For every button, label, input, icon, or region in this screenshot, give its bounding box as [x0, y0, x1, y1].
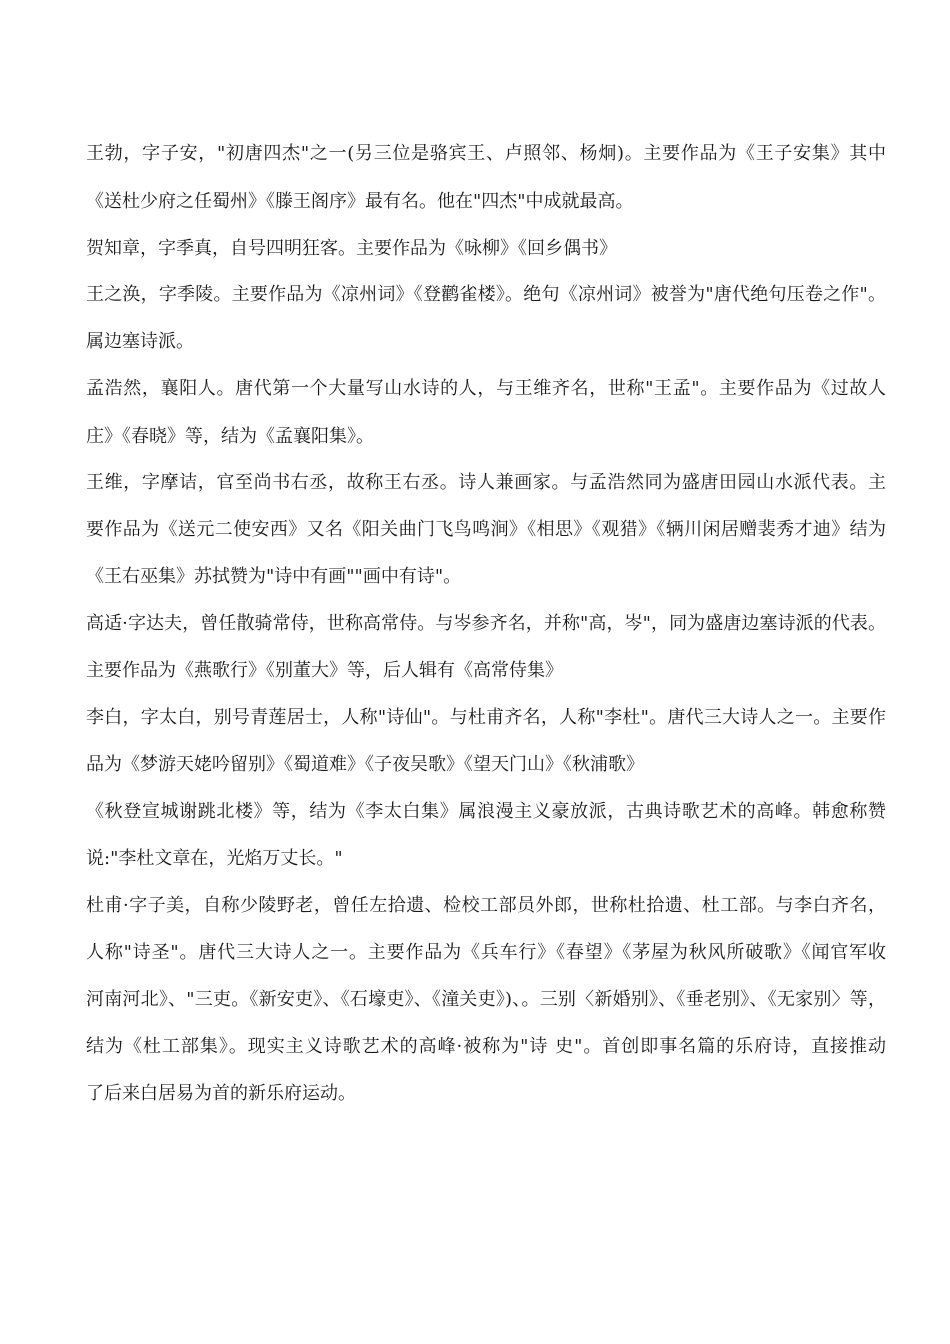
text-line: 王之涣，字季陵。主要作品为《凉州词》《登鹳雀楼》。绝句《凉州词》被誉为"唐代绝句压卷之作"。	[86, 284, 886, 305]
text-line: 杜甫·字子美，自称少陵野老，曾任左拾遗、检校工部员外郎，世称杜拾遗、杜工部。与李白齐名，	[86, 895, 886, 916]
text-line: 《秋登宣城谢跳北楼》等，结为《李太白集》属浪漫主义豪放派，古典诗歌艺术的高峰。韩愈称赞	[86, 801, 886, 822]
text-line: 《王右巫集》苏拭赞为"诗中有画""画中有诗"。	[86, 566, 462, 587]
text-line: 主要作品为《燕歌行》《别董大》等，后人辑有《高常侍集》	[86, 660, 563, 681]
text-line: 王维，字摩诘，官至尚书右丞，故称王右丞。诗人兼画家。与孟浩然同为盛唐田园山水派代表。主	[86, 472, 886, 493]
text-line: 了后来白居易为首的新乐府运动。	[86, 1083, 356, 1104]
text-line: 要作品为《送元二使安西》又名《阳关曲门飞鸟鸣涧》《相思》《观猎》《辆川闲居赠裴秀才迪》结为	[86, 519, 886, 540]
text-line: 结为《杜工部集》。现实主义诗歌艺术的高峰·被称为"诗 史"。首创即事名篇的乐府诗，直接推动	[86, 1036, 886, 1057]
text-line: 《送杜少府之任蜀州》《滕王阁序》最有名。他在"四杰"中成就最高。	[86, 191, 634, 212]
text-line: 庄》《春晓》等，结为《孟襄阳集》。	[86, 426, 374, 447]
text-line: 孟浩然，襄阳人。唐代第一个大量写山水诗的人，与王维齐名，世称"王孟"。主要作品为《过故人	[86, 378, 886, 399]
text-line: 品为《梦游天姥吟留别》《蜀道难》《子夜吴歌》《望天门山》《秋浦歌》	[86, 754, 644, 775]
text-line: 贺知章，字季真，自号四明狂客。主要作品为《咏柳》《回乡偶书》	[86, 238, 617, 259]
text-line: 人称"诗圣"。唐代三大诗人之一。主要作品为《兵车行》《春望》《茅屋为秋风所破歌》《闻官军收	[86, 942, 886, 963]
text-line: 河南河北》、"三吏。《新安吏》、《石壕吏》、《潼关吏》)、。三别〈新婚别》、《垂老别》、《无家别〉等，	[86, 989, 886, 1010]
text-line: 高适·字达夫，曾任散骑常侍，世称高常侍。与岑参齐名，并称"高，岑"，同为盛唐边塞诗派的代表。	[86, 613, 886, 634]
text-line: 王勃，字子安，"初唐四杰"之一(另三位是骆宾王、卢照邻、杨炯)。主要作品为《王子安集》其中	[86, 143, 886, 164]
text-line: 李白，字太白，别号青莲居士，人称"诗仙"。与杜甫齐名，人称"李杜"。唐代三大诗人之一。主要作	[86, 707, 886, 728]
text-line: 属边塞诗派。	[86, 331, 194, 352]
text-line: 说:"李杜文章在，光焰万丈长。"	[86, 848, 343, 869]
